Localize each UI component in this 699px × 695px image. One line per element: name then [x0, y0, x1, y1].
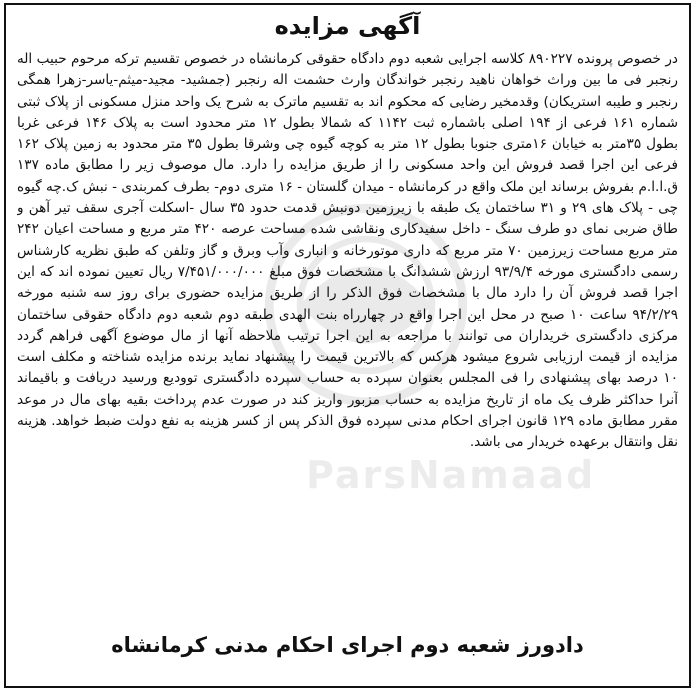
notice-signature: دادورز شعبه دوم اجرای احکام مدنی کرمانشاه	[111, 633, 584, 657]
notice-body: در خصوص پرونده ۸۹۰۲۲۷ کلاسه اجرایی شعبه دوم دادگاه حقوقی کرمانشاه در خصوص تقسیم ترکه مرحوم حبیب اله رنجبر فی ما بین وراث خواهان ناهید رنجبر خواندگان وارث حشمت اله رنجبر (جمشید- مجید-میثم-یاسر-زهرا همگی رنجبر و طیبه استریکان) وقدمخیر رضایی که محکوم اند به تقسیم ماترک به شرح یک واحد منزل مسکونی از پلاک ثبتی شماره ۱۶۱ فرعی از ۱۹۴ اصلی باشماره ثبت ۱۱۴۲ که شمالا بطول ۱۲ متر محدود است به پلاک ۱۴۶ فرعی غربا بطول ۳۵متر به خیابان ۱۶متری جنوبا بطول ۱۲ متر به کوچه گیوه چی وشرقا بطول ۳۵ متر محدود به زمین پلاک ۱۶۲ فرعی این اجرا قصد فروش این واحد مسکونی را از طریق مزایده را دارد. مال موصوف زیر را مطابق ماده ۱۳۷ ق.ا.ا.م بفروش برساند این ملک واقع در کرمانشاه - میدان گلستان - ۱۶ متری دوم- بطرف کمربندی - نبش ک.چه گیوه چی - پلاک های ۲۹ و ۳۱ ساختمان یک طبقه با زیرزمین دونبش قدمت حدود ۳۵ سال -اسکلت آجری سقف تیر آهن و طاق ضربی نمای دو طرف سنگ - داخل سفیدکاری ونقاشی شده مساحت عرصه ۴۲۰ متر مربع و مساحت اعیان ۲۴۲ متر مربع مساحت زیرزمین ۷۰ متر مربع که داری موتورخانه و انباری وآب وبرق و گاز وتلفن که طبق نظریه کارشناس رسمی دادگستری مورخه ۹۳/۹/۴ ارزش ششدانگ با مشخصات فوق مبلغ ۷/۴۵۱/۰۰۰/۰۰۰ ریال تعیین نموده اند که این اجرا قصد فروش آن را دارد مال با مشخصات فوق الذکر را از طریق مزایده حضوری برای روز سه شنبه مورخه ۹۴/۲/۲۹ ساعت ۱۰ صبح در محل این اجرا واقع در چهارراه بنت الهدی طبقه دوم شعبه دوم دادگاه حقوقی ساختمان مرکزی دادگستری خریداران می توانند با مراجعه به این اجرا ترتیب ملاحظه آنها از مال موضوع آگهی فراهم گردد مزایده از قیمت ارزیابی شروع میشود هرکس که بالاترین قیمت را پیشنهاد نماید برنده مزایده شناخته و مکلف است ۱۰ درصد بهای پیشنهادی را فی المجلس بعنوان سپرده به حساب سپرده دادگستری توودیع ورسید دریافت و باقیماند آنرا حداکثر ظرف یک ماه از تاریخ مزایده به حساب مزبور واریز کند در صورت عدم پرداخت بقیه بهای مال در موعد مقرر مطابق ماده ۱۲۹ قانون اجرای احکام مدنی سپرده فوق الذکر پس از کسر هزینه به نفع دولت ضبط خواهد. هزینه نقل وانتقال برعهده خریدار می باشد.	[17, 51, 678, 451]
notice-title: آگهی مزایده	[274, 12, 421, 40]
notice-frame	[4, 3, 691, 688]
watermark-text: ParsNamaad	[306, 453, 596, 497]
